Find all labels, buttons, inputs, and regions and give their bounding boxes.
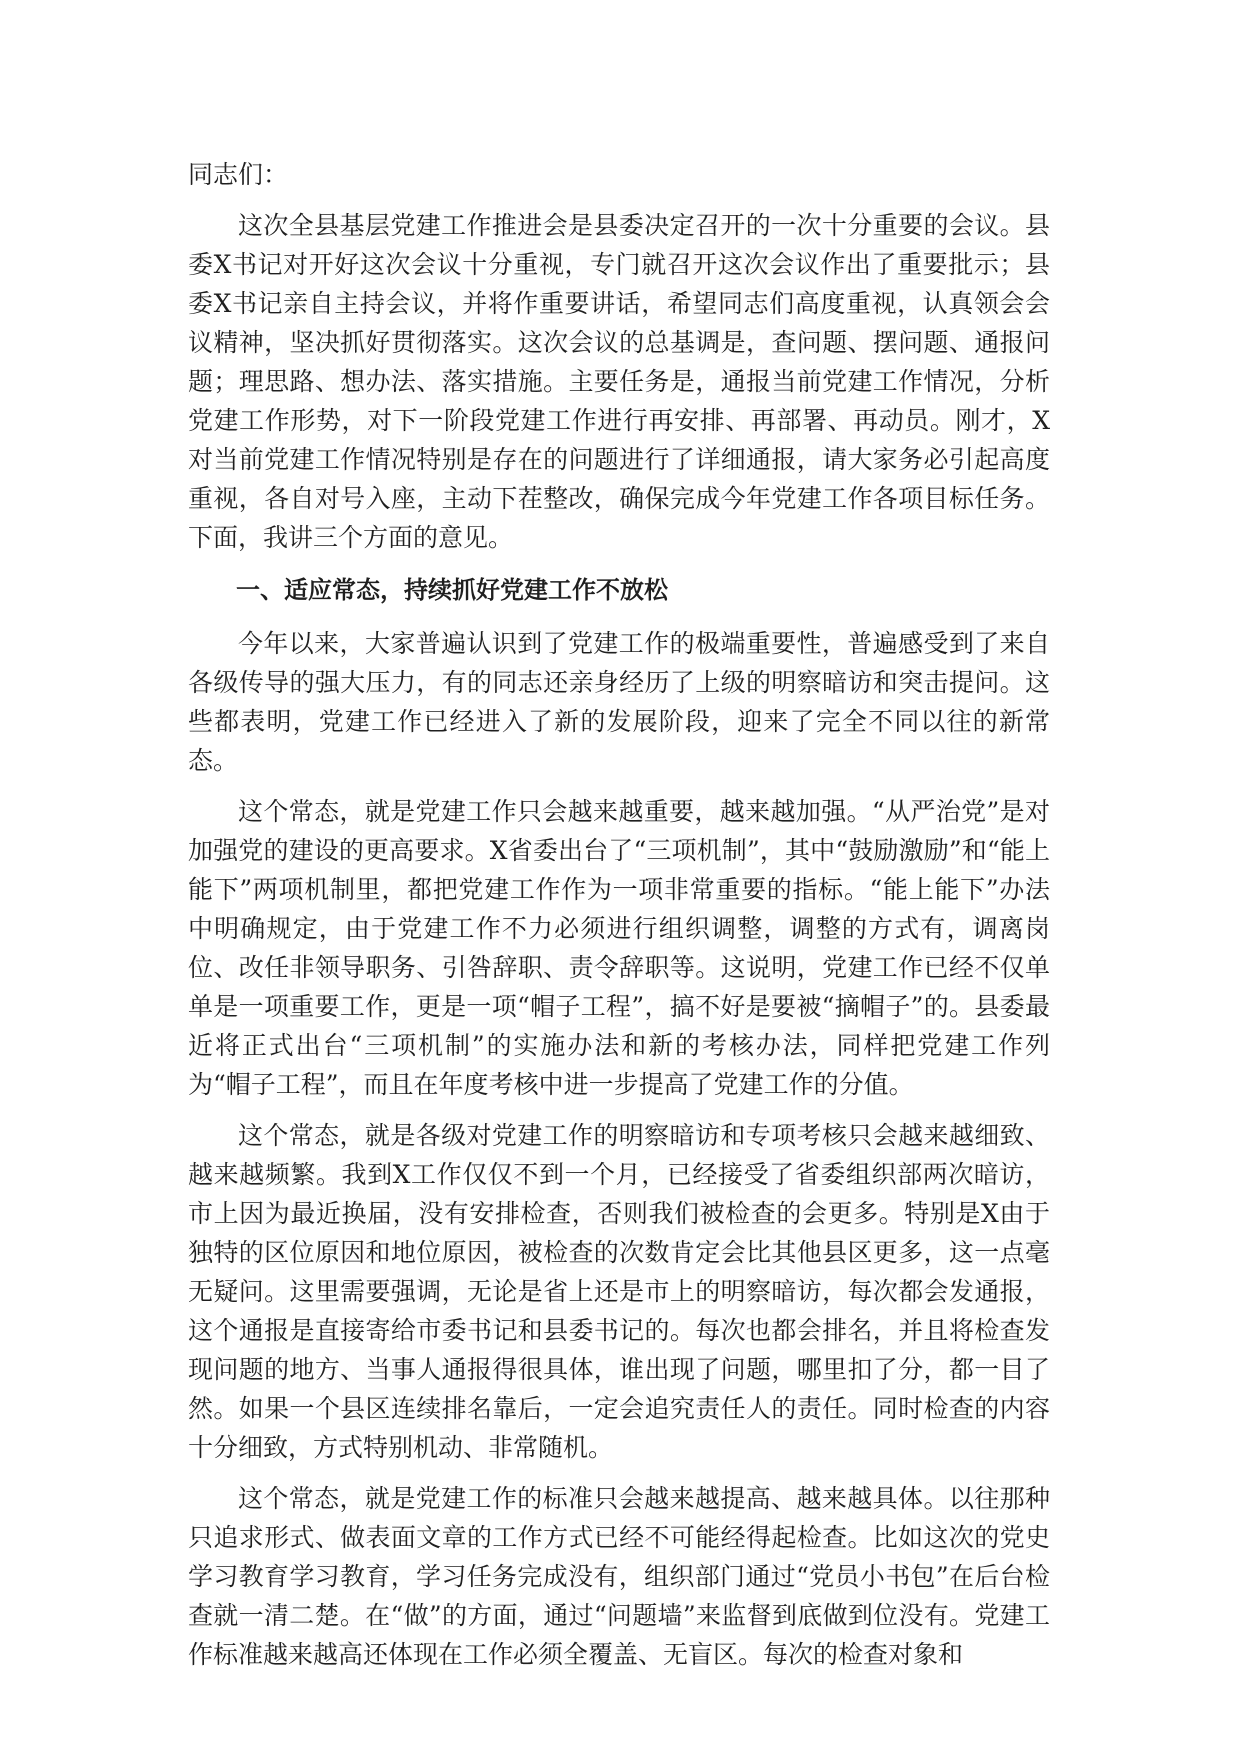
body-paragraph: 今年以来，大家普遍认识到了党建工作的极端重要性，普遍感受到了来自各级传导的强大压力，有的同志还亲身经历了上级的明察暗访和突击提问。这些都表明，党建工作已经进入了新的发展阶段，迎来了完全不同以往的新常态。 [188, 629, 1050, 775]
section-heading: 一、适应常态，持续抓好党建工作不放松 [236, 576, 668, 604]
intro-paragraph: 这次全县基层党建工作推进会是县委决定召开的一次十分重要的会议。县委X书记对开好这次会议十分重视，专门就召开这次会议作出了重要批示；县委X书记亲自主持会议，并将作重要讲话，希望同志们高度重视，认真领会会议精神，坚决抓好贯彻落实。这次会议的总基调是，查问题、摆问题、通报问题；理思路、想办法、落实措施。主要任务是，通报当前党建工作情况，分析党建工作形势，对下一阶段党建工作进行再安排、再部署、再动员。刚才，X对当前党建工作情况特别是存在的问题进行了详细通报，请大家务必引起高度重视，各自对号入座，主动下茬整改，确保完成今年党建工作各项目标任务。下面，我讲三个方面的意见。 [188, 211, 1050, 552]
salutation: 同志们： [188, 160, 289, 189]
body-paragraph: 这个常态，就是党建工作只会越来越重要，越来越加强。“从严治党”是对加强党的建设的更高要求。X省委出台了“三项机制”，其中“鼓励激励”和“能上能下”两项机制里，都把党建工作作为一项非常重要的指标。“能上能下”办法中明确规定，由于党建工作不力必须进行组织调整，调整的方式有，调离岗位、改任非领导职务、引咎辞职、责令辞职等。这说明，党建工作已经不仅单单是一项重要工作，更是一项“帽子工程”，搞不好是要被“摘帽子”的。县委最近将正式出台“三项机制”的实施办法和新的考核办法，同样把党建工作列为“帽子工程”，而且在年度考核中进一步提高了党建工作的分值。 [188, 797, 1050, 1099]
document-body [188, 155, 1050, 1686]
body-paragraph: 这个常态，就是各级对党建工作的明察暗访和专项考核只会越来越细致、越来越频繁。我到X工作仅仅不到一个月，已经接受了省委组织部两次暗访，市上因为最近换届，没有安排检查，否则我们被检查的会更多。特别是X由于独特的区位原因和地位原因，被检查的次数肯定会比其他县区更多，这一点毫无疑问。这里需要强调，无论是省上还是市上的明察暗访，每次都会发通报，这个通报是直接寄给市委书记和县委书记的。每次也都会排名，并且将检查发现问题的地方、当事人通报得很具体，谁出现了问题，哪里扣了分，都一目了然。如果一个县区连续排名靠后，一定会追究责任人的责任。同时检查的内容十分细致，方式特别机动、非常随机。 [188, 1121, 1050, 1462]
body-paragraph: 这个常态，就是党建工作的标准只会越来越提高、越来越具体。以往那种只追求形式、做表面文章的工作方式已经不可能经得起检查。比如这次的党史学习教育学习教育，学习任务完成没有，组织部门通过“党员小书包”在后台检查就一清二楚。在“做”的方面，通过“问题墙”来监督到底做到位没有。党建工作标准越来越高还体现在工作必须全覆盖、无盲区。每次的检查对象和 [188, 1484, 1050, 1669]
